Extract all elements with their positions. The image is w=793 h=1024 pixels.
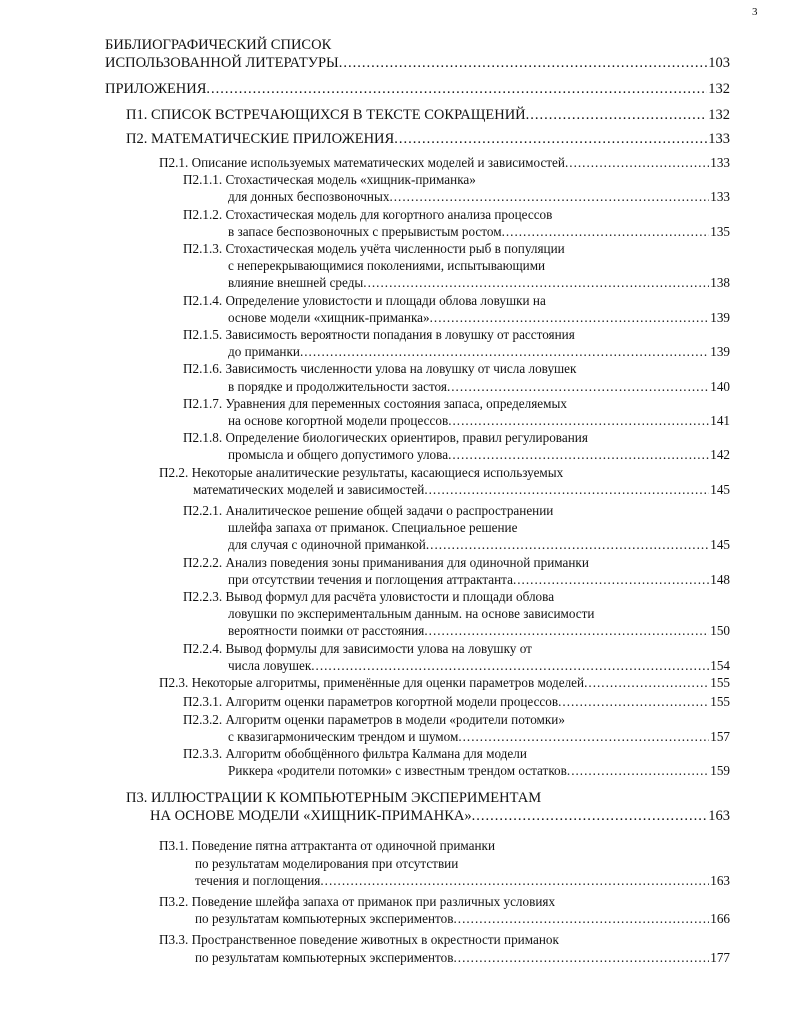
dot-leader xyxy=(458,728,709,745)
toc-entry-title: ПРИЛОЖЕНИЯ xyxy=(105,81,207,97)
toc-entry-title: П2. МАТЕМАТИЧЕСКИЕ ПРИЛОЖЕНИЯ xyxy=(126,131,395,147)
toc-entry-title: течения и поглощения xyxy=(195,872,321,888)
toc-entry-title: до приманки xyxy=(228,344,300,360)
toc-entry-p2-3-1[interactable] xyxy=(0,693,793,710)
toc-entry-p3[interactable] xyxy=(0,789,793,825)
toc-page-number: 133 xyxy=(710,155,730,170)
dot-leader xyxy=(206,80,707,98)
page-number: 3 xyxy=(752,6,758,18)
toc-entry-title: П2.3.2. Алгоритм оценки параметров в модели «родители потомки» xyxy=(183,711,565,727)
toc-entry-title: П3.2. Поведение шлейфа запаха от приманок при различных условиях xyxy=(159,893,556,909)
toc-page-number: 141 xyxy=(710,413,730,429)
toc-page-number: 103 xyxy=(708,55,730,71)
toc-entry-title: П2.2.2. Анализ поведения зоны приманивания для одиночной приманки xyxy=(183,554,589,570)
toc-entry-title: по результатам компьютерных экспериментов xyxy=(195,949,454,965)
toc-entry-p2-1-5[interactable] xyxy=(0,326,793,360)
toc-page-number: 142 xyxy=(710,447,730,463)
toc-entry-bibliography[interactable] xyxy=(0,36,793,72)
dot-leader xyxy=(453,949,709,966)
toc-entry-title: П3. ИЛЛЮСТРАЦИИ К КОМПЬЮТЕРНЫМ ЭКСПЕРИМЕНТАМ xyxy=(126,790,542,807)
toc-entry-appendices[interactable] xyxy=(0,80,793,98)
toc-entry-p2-1-1[interactable] xyxy=(0,171,793,205)
toc-page-number: 138 xyxy=(710,275,730,291)
toc-page-number: 148 xyxy=(710,571,730,587)
toc-entry-title: П2.1. Описание используемых математических моделей и зависимостей xyxy=(159,155,565,170)
dot-leader xyxy=(426,536,709,553)
toc-page-number: 133 xyxy=(708,131,730,147)
toc-page-number: 155 xyxy=(710,694,730,710)
toc-entry-title: П2.3.1. Алгоритм оценки параметров когортной модели процессов xyxy=(183,694,559,710)
dot-leader xyxy=(447,378,709,395)
toc-entry-title: П2.2.1. Аналитическое решение общей задачи о распространении xyxy=(183,503,554,519)
toc-entry-p2-1-2[interactable] xyxy=(0,206,793,240)
toc-entry-title: П2.1.2. Стохастическая модель для когортного анализа процессов xyxy=(183,206,553,222)
toc-entry-title: числа ловушек xyxy=(228,657,312,673)
toc-entry-p3-2[interactable] xyxy=(0,893,793,927)
dot-leader xyxy=(320,872,709,889)
toc-page-number: 163 xyxy=(708,808,730,825)
toc-entry-p1[interactable] xyxy=(0,106,793,124)
dot-leader xyxy=(300,343,709,360)
toc-entry-title: П1. СПИСОК ВСТРЕЧАЮЩИХСЯ В ТЕКСТЕ СОКРАЩЕНИЙ xyxy=(126,107,526,123)
dot-leader xyxy=(453,910,709,927)
toc-page-number: 163 xyxy=(710,872,730,888)
toc-entry-title: П2.1.1. Стохастическая модель «хищник-приманка» xyxy=(183,172,476,188)
toc-entry-title: ИСПОЛЬЗОВАННОЙ ЛИТЕРАТУРЫ xyxy=(105,55,339,71)
toc-entry-p2-2[interactable] xyxy=(0,464,793,498)
toc-page-number: 150 xyxy=(710,623,730,639)
toc-page-number: 145 xyxy=(710,537,730,553)
toc-entry-title: по результатам моделирования при отсутствии xyxy=(195,855,459,871)
dot-leader xyxy=(363,274,709,291)
dot-leader xyxy=(526,106,708,124)
toc-entry-p2-3-2[interactable] xyxy=(0,711,793,745)
dot-leader xyxy=(448,446,709,463)
toc-entry-p2-2-1[interactable] xyxy=(0,502,793,554)
toc-page-number: 157 xyxy=(710,728,730,744)
toc-entry-title: Риккера «родители потомки» с известным трендом остатков xyxy=(228,763,567,779)
dot-leader xyxy=(430,309,710,326)
toc-page-number: 166 xyxy=(710,911,730,927)
toc-entry-title: П2.3.3. Алгоритм обобщённого фильтра Калмана для модели xyxy=(183,745,527,761)
toc-entry-p2-3[interactable] xyxy=(0,674,793,691)
dot-leader xyxy=(424,481,709,498)
toc-entry-title: при отсутствии течения и поглощения аттрактанта xyxy=(228,571,513,587)
toc-entry-title: П3.3. Пространственное поведение животных в окрестности приманок xyxy=(159,932,559,948)
toc-entry-p3-3[interactable] xyxy=(0,931,793,965)
toc-page-number: 135 xyxy=(710,223,730,239)
toc-entry-p2-2-4[interactable] xyxy=(0,640,793,674)
toc-entry-title: НА ОСНОВЕ МОДЕЛИ «ХИЩНИК-ПРИМАНКА» xyxy=(150,808,472,825)
toc-entry-p3-1[interactable] xyxy=(0,837,793,889)
toc-entry-title: в запасе беспозвоночных с прерывистым ростом xyxy=(228,223,502,239)
toc-entry-p2-1-8[interactable] xyxy=(0,429,793,463)
toc-entry-title: П2.1.5. Зависимость вероятности попадания в ловушку от расстояния xyxy=(183,327,575,343)
dot-leader xyxy=(584,674,709,691)
toc-entry-title: шлейфа запаха от приманок. Специальное решение xyxy=(228,520,518,536)
toc-entry-title: П2.1.8. Определение биологических ориентиров, правил регулирования xyxy=(183,430,588,446)
table-of-contents xyxy=(0,36,793,966)
toc-entry-title: П2.1.6. Зависимость численности улова на ловушку от числа ловушек xyxy=(183,361,577,377)
toc-page-number: 159 xyxy=(710,763,730,779)
dot-leader xyxy=(339,54,708,72)
toc-entry-title: с неперекрывающимися поколениями, испытывающими xyxy=(228,258,546,274)
toc-entry-title: П2.1.7. Уравнения для переменных состояния запаса, определяемых xyxy=(183,395,567,411)
toc-entry-title: П2.1.4. Определение уловистости и площади облова ловушки на xyxy=(183,292,546,308)
toc-entry-title: на основе когортной модели процессов xyxy=(228,413,449,429)
toc-entry-p2[interactable] xyxy=(0,130,793,148)
toc-entry-p2-1-4[interactable] xyxy=(0,292,793,326)
toc-entry-title: для донных беспозвоночных xyxy=(228,189,390,205)
toc-entry-title: в порядке и продолжительности застоя xyxy=(228,378,447,394)
toc-entry-title: вероятности поимки от расстояния xyxy=(228,623,425,639)
toc-entry-title: математических моделей и зависимостей xyxy=(193,481,425,497)
toc-entry-title: БИБЛИОГРАФИЧЕСКИЙ СПИСОК xyxy=(105,37,332,53)
dot-leader xyxy=(565,154,709,171)
toc-entry-p2-1-6[interactable] xyxy=(0,360,793,394)
toc-entry-p2-1-3[interactable] xyxy=(0,240,793,292)
dot-leader xyxy=(394,130,707,148)
toc-page-number: 177 xyxy=(710,949,730,965)
toc-entry-title: ловушки по экспериментальным данным. на основе зависимости xyxy=(228,606,595,622)
dot-leader xyxy=(472,807,708,825)
dot-leader xyxy=(448,412,709,429)
toc-entry-p2-3-3[interactable] xyxy=(0,745,793,779)
toc-entry-title: основе модели «хищник-приманка» xyxy=(228,309,430,325)
toc-entry-title: влияние внешней среды xyxy=(228,275,364,291)
toc-page-number: 145 xyxy=(710,481,730,497)
toc-page-number: 155 xyxy=(710,675,730,691)
dot-leader xyxy=(558,693,709,710)
toc-entry-title: П2.1.3. Стохастическая модель учёта численности рыб в популяции xyxy=(183,241,565,257)
toc-entry-title: по результатам компьютерных экспериментов xyxy=(195,911,454,927)
dot-leader xyxy=(513,571,709,588)
toc-page-number: 132 xyxy=(708,107,730,123)
toc-entry-p2-1[interactable] xyxy=(0,154,793,171)
toc-entry-title: промысла и общего допустимого улова xyxy=(228,447,449,463)
toc-entry-p2-1-7[interactable] xyxy=(0,395,793,429)
toc-page-number: 133 xyxy=(710,189,730,205)
dot-leader xyxy=(311,657,709,674)
dot-leader xyxy=(502,223,710,240)
dot-leader xyxy=(389,188,709,205)
toc-page-number: 140 xyxy=(710,378,730,394)
toc-entry-title: П2.2.3. Вывод формул для расчёта уловистости и площади облова xyxy=(183,589,555,605)
dot-leader xyxy=(567,762,709,779)
toc-entry-p2-2-2[interactable] xyxy=(0,554,793,588)
toc-entry-p2-2-3[interactable] xyxy=(0,588,793,640)
toc-entry-title: для случая с одиночной приманкой xyxy=(228,537,426,553)
toc-page-number: 139 xyxy=(710,309,730,325)
toc-entry-title: П2.2.4. Вывод формулы для зависимости улова на ловушку от xyxy=(183,640,532,656)
toc-page-number: 132 xyxy=(708,81,730,97)
dot-leader xyxy=(424,622,709,639)
toc-entry-title: с квазигармоническим трендом и шумом xyxy=(228,728,459,744)
toc-entry-title: П2.3. Некоторые алгоритмы, применённые для оценки параметров моделей xyxy=(159,675,585,691)
toc-page-number: 139 xyxy=(710,344,730,360)
toc-page-number: 154 xyxy=(710,657,730,673)
toc-entry-title: П2.2. Некоторые аналитические результаты, касающиеся используемых xyxy=(159,464,564,480)
toc-entry-title: П3.1. Поведение пятна аттрактанта от одиночной приманки xyxy=(159,838,496,854)
